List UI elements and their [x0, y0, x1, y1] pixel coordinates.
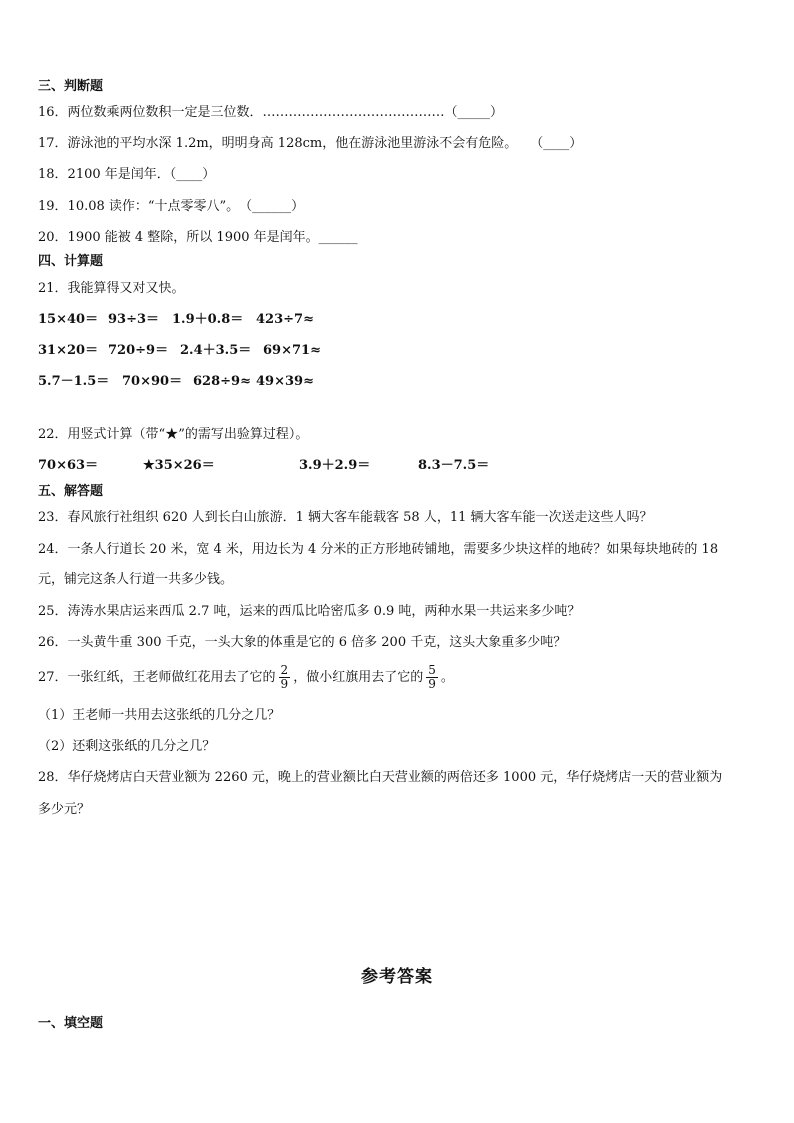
answers-title: 参考答案 — [361, 967, 433, 987]
calc-cell: 49×39≈ — [256, 374, 314, 389]
question-20: 20．1900 能被 4 整除，所以 1900 年是闰年。______ — [38, 230, 358, 245]
fraction-denominator: 9 — [428, 677, 436, 691]
calc-cell: 70×90＝ — [122, 374, 183, 389]
question-23: 23．春风旅行社组织 620 人到长白山旅游．1 辆大客车能载客 58 人，11 辆大客车能一次送走这些人吗？ — [38, 510, 653, 525]
section-heading-calculation: 四、计算题 — [38, 254, 104, 269]
question-24-line1: 24．一条人行道长 20 米，宽 4 米，用边长为 4 分米的正方形地砖铺地，需要多少块这样的地砖？如果每块地砖的 18 — [38, 542, 719, 557]
vertical-calc-cell: ★35×26＝ — [143, 458, 215, 473]
question-18: 18．2100 年是闰年．（____） — [38, 167, 216, 182]
vertical-calc-cell: 8.3－7.5＝ — [418, 458, 490, 473]
question-17: 17．游泳池的平均水深 1.2m，明明身高 128cm，他在游泳池里游泳不会有危险。 （____） — [38, 136, 583, 151]
calc-cell: 628÷9≈ — [193, 374, 251, 389]
fraction-two-ninths — [279, 664, 291, 691]
question-25: 25．涛涛水果店运来西瓜 2.7 吨，运来的西瓜比哈密瓜多 0.9 吨，两种水果一共运来多少吨？ — [38, 604, 581, 619]
calc-cell: 15×40＝ — [38, 312, 99, 327]
question-27-sub2: （2）还剩这张纸的几分之几？ — [38, 739, 216, 754]
vertical-calc-cell: 3.9＋2.9＝ — [299, 458, 371, 473]
calc-cell: 69×71≈ — [263, 343, 321, 358]
calc-cell: 31×20＝ — [38, 343, 99, 358]
calc-cell: 1.9＋0.8＝ — [172, 312, 244, 327]
question-28-line2: 多少元？ — [38, 802, 91, 817]
question-16: 16．两位数乘两位数积一定是三位数．……………………………………（_____） — [38, 105, 504, 120]
question-27-sub1: （1）王老师一共用去这张纸的几分之几？ — [38, 708, 281, 723]
question-27 — [38, 660, 454, 696]
question-27-text-b: ，做小红旗用去了它的 — [293, 670, 424, 685]
fraction-numerator: 2 — [280, 663, 289, 677]
fraction-five-ninths — [426, 664, 438, 691]
section-heading-judgment: 三、判断题 — [38, 79, 104, 94]
calc-cell: 5.7－1.5＝ — [38, 374, 110, 389]
question-22: 22．用竖式计算（带“★”的需写出验算过程）。 — [38, 427, 309, 442]
answers-section1-heading: 一、填空题 — [38, 1016, 104, 1031]
question-24-line2: 元，铺完这条人行道一共多少钱。 — [38, 572, 234, 587]
question-27-text-c: 。 — [440, 670, 454, 685]
section-heading-word-problems: 五、解答题 — [38, 484, 104, 499]
vertical-calc-cell: 70×63＝ — [38, 458, 99, 473]
question-19: 19．10.08 读作：“十点零零八”。 （______） — [38, 199, 305, 214]
calc-cell: 93÷3＝ — [108, 312, 160, 327]
question-21: 21．我能算得又对又快。 — [38, 281, 185, 296]
question-27-text-a: 27．一张红纸，王老师做红花用去了它的 — [38, 670, 276, 685]
question-28-line1: 28．华仔烧烤店白天营业额为 2260 元，晚上的营业额比白天营业额的两倍还多 1000 元，华仔烧烤店一天的营业额为 — [38, 770, 723, 785]
fraction-denominator: 9 — [280, 677, 289, 691]
fraction-numerator: 5 — [428, 663, 436, 677]
calc-cell: 2.4＋3.5＝ — [180, 343, 252, 358]
calc-cell: 423÷7≈ — [256, 312, 314, 327]
question-26: 26．一头黄牛重 300 千克，一头大象的体重是它的 6 倍多 200 千克，这头大象重多少吨？ — [38, 635, 567, 650]
calc-cell: 720÷9＝ — [108, 343, 169, 358]
